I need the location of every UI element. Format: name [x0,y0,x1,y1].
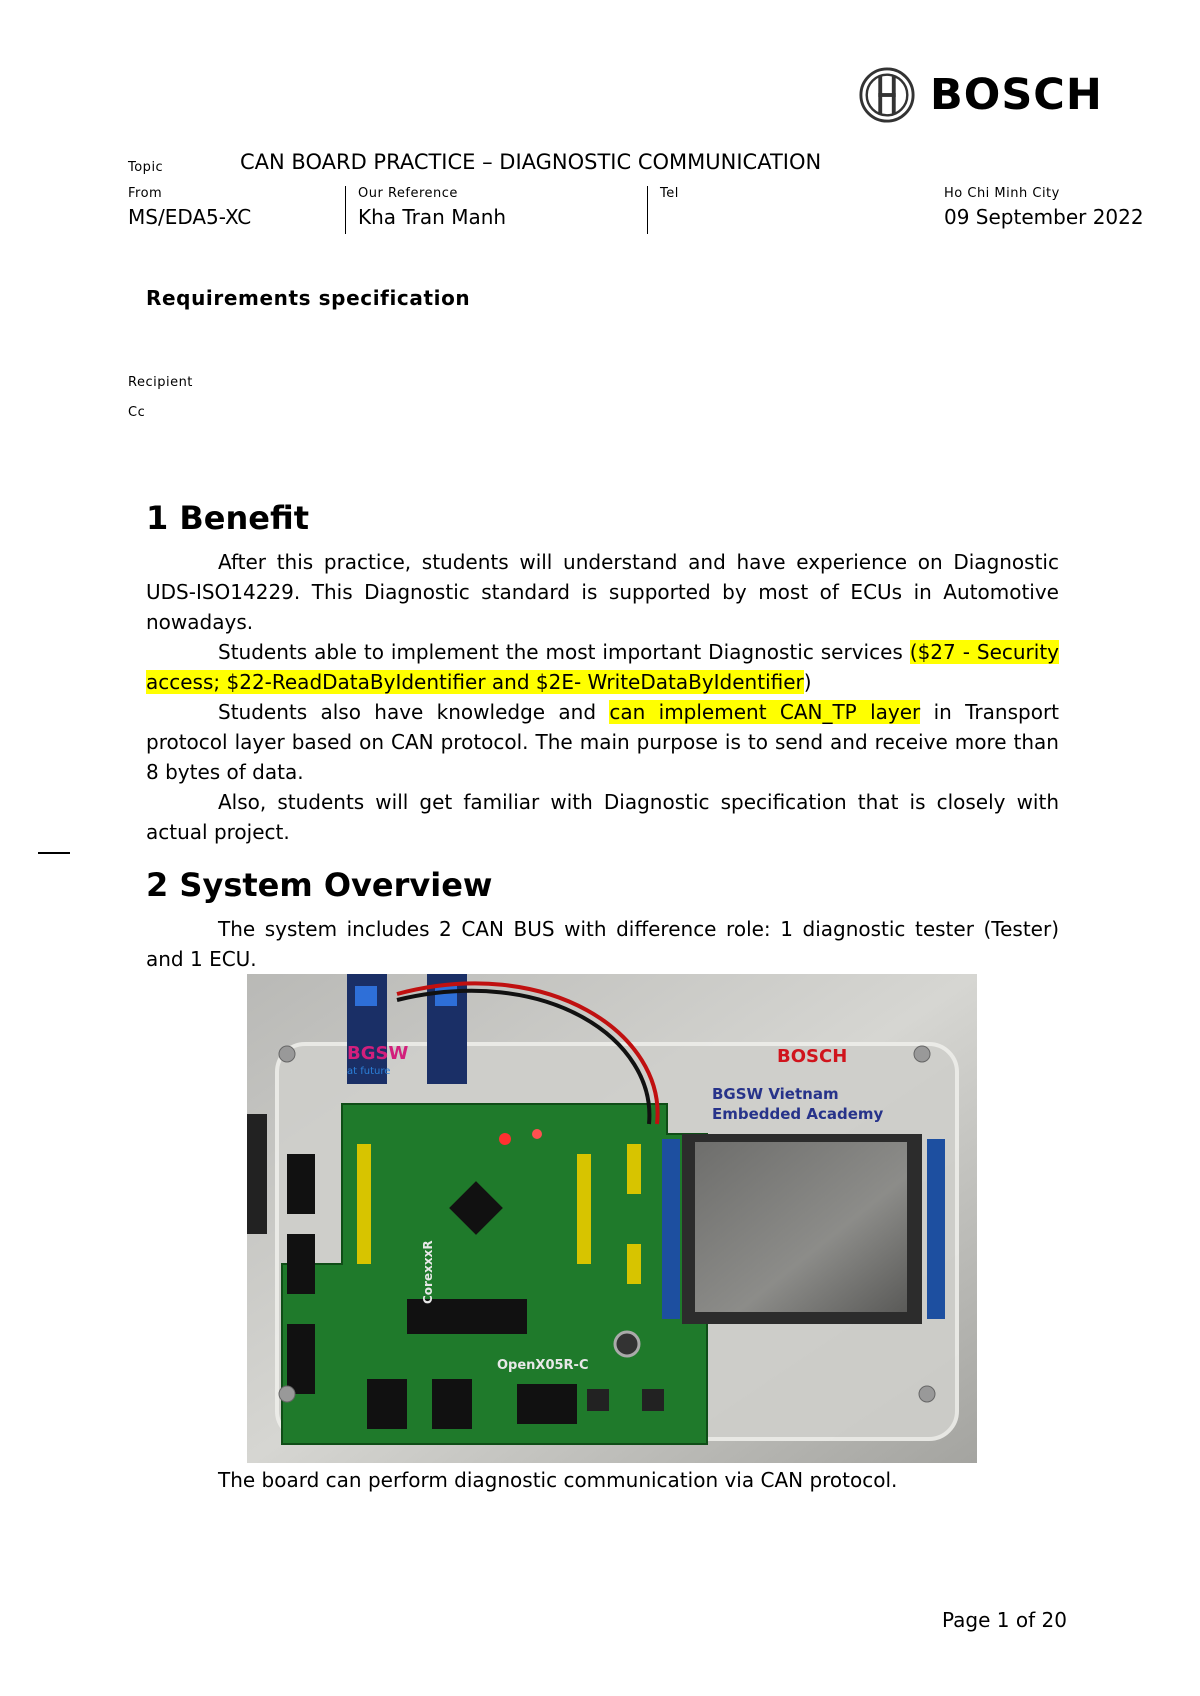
benefit-paragraph-3: Students also have knowledge and can implement CAN_TP layer in Transport protocol layer based on CAN protocol. The main purpose is to send and receive more than 8 bytes of data. [146,700,1060,784]
overview-paragraph-1: The system includes 2 CAN BUS with difference role: 1 diagnostic tester (Tester) and 1 ECU. [146,917,1059,971]
from-field [128,186,251,234]
from-label: From [128,186,163,201]
recipient-label: Recipient [128,375,193,390]
bosch-wordmark: BOSCH [930,70,1103,120]
board-photo-illustration [247,974,977,1463]
section-heading-benefit: 1 Benefit [146,499,309,537]
section-heading-overview: 2 System Overview [146,866,493,904]
benefit-paragraph-1: After this practice, students will understand and have experience on Diagnostic UDS-ISO14229. This Diagnostic standard is supported by most of ECUs in Automotive nowadays. [146,550,1059,634]
reference-label: Our Reference [358,186,458,201]
highlighted-cantp: can implement CAN_TP layer [609,700,921,724]
tel-label: Tel [660,186,679,201]
bosch-logo [858,62,1103,128]
photo-bgsw-label: BGSW [347,1043,409,1064]
city-date-field [944,186,1144,234]
document-title: Requirements specification [146,286,471,310]
tel-field [647,186,679,234]
photo-academy-line1: BGSW Vietnam [712,1085,839,1103]
from-value: MS/EDA5-XC [128,205,252,229]
topic-label: Topic [128,160,164,175]
benefit-paragraph-2: Students able to implement the most important Diagnostic services ($27 - Security access; $22-ReadDataByIdentifier and $2E- WriteDataByIdentifier) [146,640,1059,694]
margin-marker [38,852,70,854]
date-value: 09 September 2022 [944,205,1144,229]
highlighted-services: ($27 - Security access; $22-ReadDataByIdentifier and $2E- WriteDataByIdentifier [146,640,1059,694]
reference-value: Kha Tran Manh [358,205,507,229]
photo-tagline: at future [347,1066,391,1077]
board-photo [247,974,977,1463]
bosch-armature-icon [858,66,916,124]
photo-academy-line2: Embedded Academy [712,1105,884,1123]
benefit-paragraph-4: Also, students will get familiar with Diagnostic specification that is closely with actual project. [146,790,1059,844]
city-label: Ho Chi Minh City [944,186,1060,201]
photo-bosch-label: BOSCH [777,1046,848,1067]
reference-field [345,186,506,234]
photo-board-core: CorexxxR [421,1240,435,1304]
photo-board-name: OpenX05R-C [497,1358,589,1373]
figure-caption: The board can perform diagnostic communication via CAN protocol. [218,1468,898,1492]
topic-value: CAN BOARD PRACTICE – DIAGNOSTIC COMMUNICATION [240,150,822,174]
page-number: Page 1 of 20 [942,1608,1067,1632]
cc-label: Cc [128,405,146,420]
